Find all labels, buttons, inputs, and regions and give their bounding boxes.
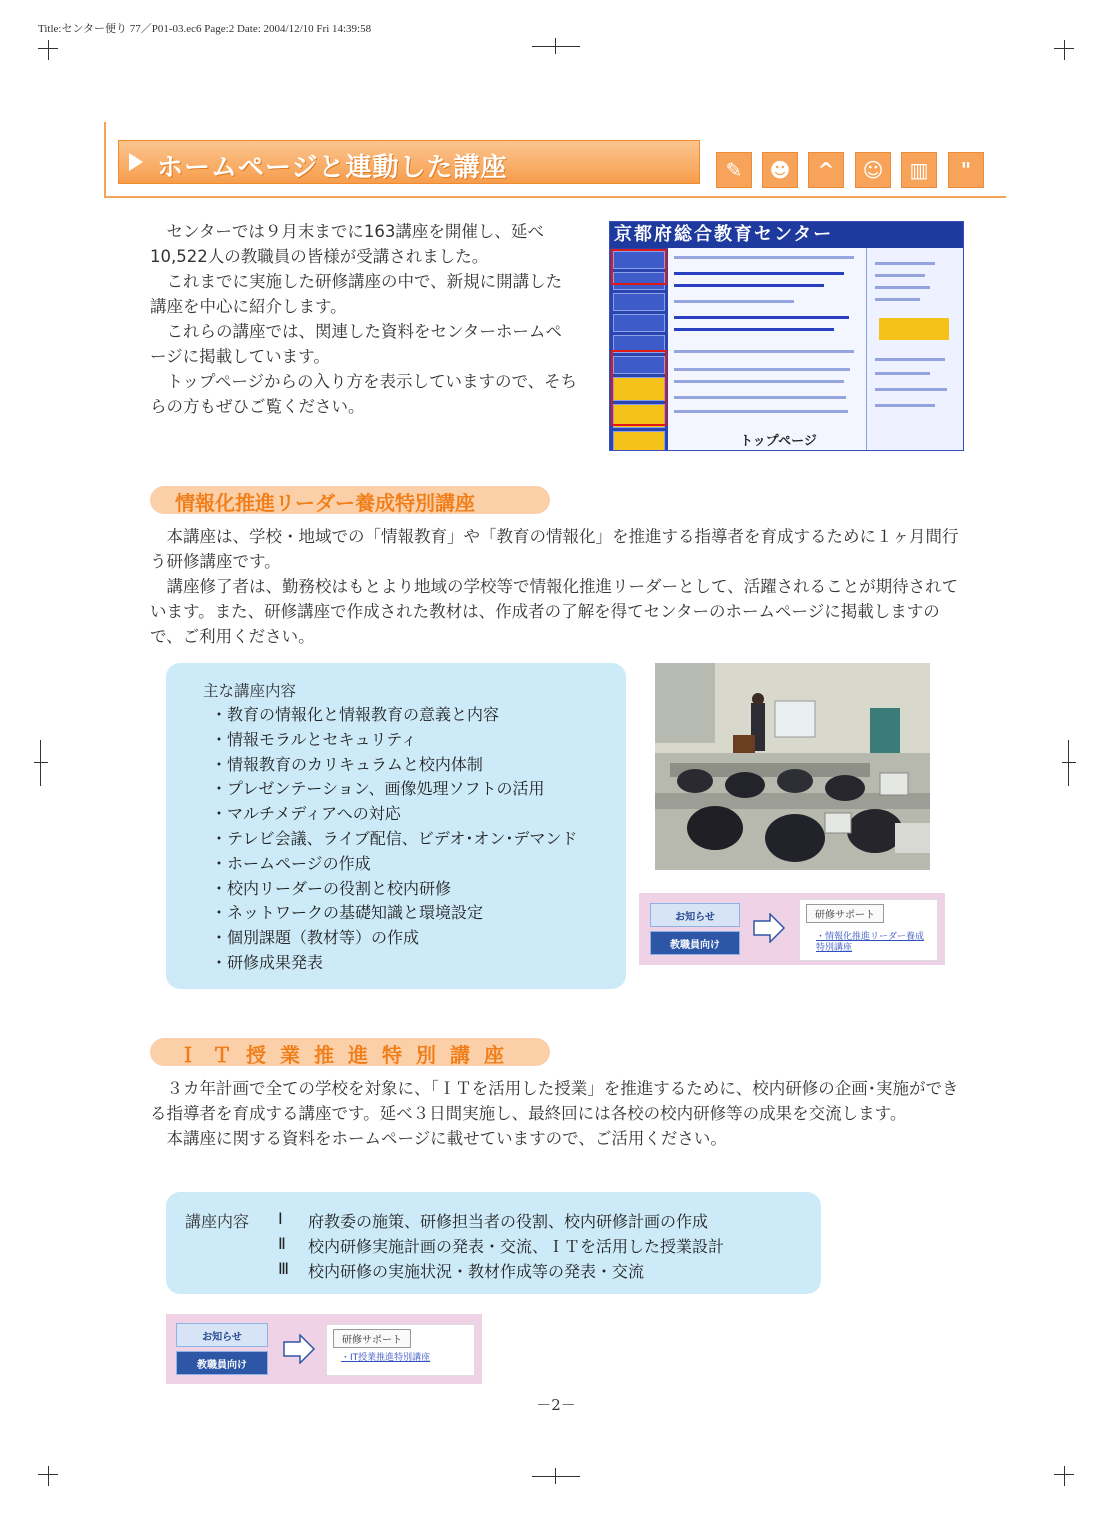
banner-title: ホームページと連動した講座	[157, 153, 508, 183]
right-arrow-icon	[752, 913, 786, 943]
staff-button: 教職員向け	[650, 931, 740, 955]
page-number: －2－	[536, 1396, 576, 1414]
course-content-box	[166, 663, 626, 989]
staff-button: 教職員向け	[176, 1351, 268, 1375]
classroom-photo	[655, 663, 930, 870]
laugh-icon: ☺	[855, 152, 891, 188]
section1-title: 情報化推進リーダー養成特別講座	[175, 491, 475, 515]
list-item: ・情報教育のカリキュラムと校内体制	[211, 754, 483, 774]
course-list	[211, 703, 577, 976]
section1-paragraph: 本講座は、学校・地域での「情報教育」や「教育の情報化」を推進する指導者を育成するために１ヶ月間行う研修講座です。	[150, 527, 959, 571]
print-meta-line: Title:センター便り 77／P01-03.ec6 Page:2 Date: 2004/12/10 Fri 14:39:58	[38, 23, 372, 35]
pencil-icon: ✎	[716, 152, 752, 188]
support-card	[326, 1324, 475, 1376]
list-item: ・研修成果発表	[211, 952, 324, 972]
list-item: ・個別課題（教材等）の作成	[211, 928, 420, 948]
section1-paragraph: 講座修了者は、勤務校はもとより地域の学校等で情報化推進リーダーとして、活躍されることが期待されています。また、研修講座で作成された教材は、作成者の了解を得てセンターのホームページに掲載しますので、ご利用ください。	[150, 577, 959, 646]
section2-paragraph: 本講座に関する資料をホームページに載せていますので、ご活用ください。	[166, 1129, 727, 1148]
list-item: ・ホームページの作成	[211, 853, 371, 873]
smiley-icon: ☻	[762, 152, 798, 188]
list-title: 主な講座内容	[203, 682, 297, 700]
list-item: ・プレゼンテーション、画像処理ソフトの活用	[211, 779, 545, 799]
intro-paragraph: トップページからの入り方を表示していますので、そちらの方もぜひご覧ください。	[150, 372, 578, 416]
list-item: ・校内リーダーの役割と校内研修	[211, 878, 452, 898]
screenshot-highlight	[611, 350, 667, 426]
intro-paragraph: これらの講座では、関連した資料をセンターホームページに掲載しています。	[150, 322, 562, 366]
homepage-screenshot	[609, 221, 964, 451]
screenshot-header: 京都府総合教育センター	[610, 222, 963, 248]
box-row-text: 校内研修の実施状況・教材作成等の発表・交流	[308, 1262, 645, 1281]
support-link: ・IT授業推進特別講座	[341, 1353, 431, 1363]
book-icon: ▥	[901, 152, 937, 188]
navigation-guide-2	[166, 1314, 482, 1384]
navigation-guide-1	[639, 893, 945, 965]
section2-paragraph: ３カ年計画で全ての学校を対象に、「ＩＴを活用した授業」を推進するために、校内研修の企画･実施ができる指導者を育成する講座です。延べ３日間実施し、最終回には各校の校内研修等の成果を交流します。	[150, 1079, 959, 1123]
section1-text	[150, 524, 968, 649]
box-label: 講座内容	[185, 1212, 250, 1231]
play-arrow-icon	[129, 153, 143, 171]
support-tab: 研修サポート	[806, 904, 884, 923]
intro-paragraph: センターでは９月末までに163講座を開催し、延べ10,522人の教職員の皆様が受講されました。	[150, 222, 544, 266]
list-item: ・テレビ会議、ライブ配信、ビデオ･オン･デマンド	[211, 828, 578, 848]
screenshot-right-column	[866, 248, 964, 451]
banner-rule-vertical	[104, 122, 106, 198]
banner-rule-horizontal	[104, 196, 1006, 198]
support-card	[799, 899, 938, 961]
box-row-text: 校内研修実施計画の発表・交流、ＩＴを活用した授業設計	[308, 1237, 725, 1256]
support-tab: 研修サポート	[333, 1329, 411, 1348]
box-row-num: Ⅱ	[278, 1234, 286, 1253]
list-item: ・情報モラルとセキュリティ	[211, 729, 417, 749]
box-row-num: Ⅰ	[278, 1209, 283, 1228]
box-row-text: 府教委の施策、研修担当者の役割、校内研修計画の作成	[308, 1212, 709, 1231]
screenshot-highlight	[611, 249, 667, 285]
support-link: ・情報化推進リーダー養成特別講座	[816, 932, 925, 953]
notice-button: お知らせ	[650, 903, 740, 927]
right-arrow-icon	[282, 1334, 316, 1364]
section2-text	[150, 1076, 968, 1151]
section2-title: ＩＴ授業推進特別講座	[178, 1043, 518, 1067]
screenshot-caption: トップページ	[740, 434, 817, 449]
list-item: ・ネットワークの基礎知識と環境設定	[211, 903, 484, 923]
box-row-num: Ⅲ	[278, 1259, 290, 1278]
list-item: ・マルチメディアへの対応	[211, 804, 401, 824]
intro-paragraph: これまでに実施した研修講座の中で、新規に開講した講座を中心に紹介します。	[150, 272, 563, 316]
caret-icon: ^	[808, 152, 844, 188]
intro-text	[150, 219, 578, 419]
list-item: ・教育の情報化と情報教育の意義と内容	[211, 705, 500, 724]
notice-button: お知らせ	[176, 1323, 268, 1347]
section-banner	[118, 140, 700, 184]
course-content-box-2	[166, 1192, 821, 1294]
quote-icon: "	[948, 152, 984, 188]
